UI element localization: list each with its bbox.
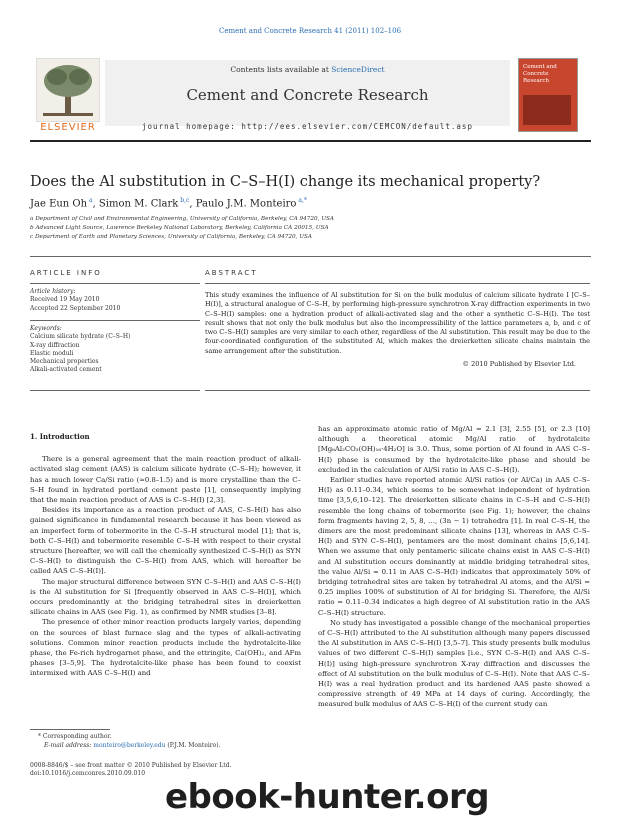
author-3-sup[interactable]: a,* (296, 197, 307, 204)
email-prefix: E-mail address: (44, 741, 94, 749)
email-link[interactable]: monteiro@berkeley.edu (93, 741, 166, 749)
header-rule (30, 140, 591, 142)
journal-homepage (105, 122, 510, 131)
cover-image (523, 95, 571, 125)
abstract-text: This study examines the influence of Al substitution for Si on the bulk modulus of calcium silicate hydrate I [C–S–H(I)], a structural analogue of C–S–H, by performing high-pressure synchrotron X-ray diffraction experiments in two C–S–H(I) samples: one a hydration product of alkali-activated slag and the other a synthetic C–S–H(I). The test result shows that not only the bulk modulus but also the incompressibility of the lattice parameters a, b, and c of two C–S–H(I) samples are very similar to each other, regardless of the Al substitution. This result may be due to the four-coordinated configuration of the substituted Al, which makes the dreierketten silicate chains maintain the same arrangement after the substitution. (205, 291, 590, 355)
body-column-1 (30, 432, 301, 679)
abstract-bottom-rule (205, 390, 590, 391)
footnote-rule (30, 729, 110, 730)
received-date: Received 19 May 2010 (30, 296, 100, 304)
front-rule (30, 256, 591, 257)
contents-line (105, 65, 510, 74)
keyword: X-ray diffraction (30, 341, 80, 349)
keywords-block (30, 325, 200, 375)
cover-title: Cement and Concrete Research (523, 64, 557, 84)
publisher-name: ELSEVIER (40, 122, 96, 133)
paragraph: There is a general agreement that the main reaction product of alkali-activated slag cement (AAS) is calcium silicate hydrate (C–S–H); however, it has a much lower Ca/Si ratio (≈0.8–1.5) and is more crystalline than the C–S–H found in hydrated portland cement paste [1], consequently implying that the main reaction product of AAS is C–S–H(I) [2,3]. (30, 455, 301, 505)
paragraph: No study has investigated a possible change of the mechanical properties of C–S–H(I) attributed to the Al substitution although many papers discussed the Al substitution in AAS C–S–H(I) [3,5–7]. This study presents bulk modulus values of two different C–S–H(I) samples [i.e., SYN C–S–H(I) and AAS C–S–H(I)] using high-pressure synchrotron X-ray diffraction and discusses the effect of Al substitution on the bulk modulus of C–S–H(I). Note that AAS C–S–H(I) was a real hydration product and its hardened AAS paste showed a compressive strength of 49 MPa at 14 days of curing. Accordingly, the measured bulk modulus of AAS C–S–H(I) of the current study can (318, 618, 590, 709)
author-2-sup[interactable]: b,c (178, 197, 190, 204)
history-rule (30, 320, 200, 321)
paragraph: has an approximate atomic ratio of Mg/Al = 2.1 [3], 2.55 [5], or 2.3 [10] although a theoretical atomic Mg/Al ratio of hydrotalcite [Mg₆Al₂CO₃(OH)₁₆·4H₂O] is 3.0. Thus, some portion of Al found in AAS C–S–H(I) phase is consumed by the hydrotalcite-like phase and should be excluded in the calculation of Al/Si ratio in AAS C–S–H(I). (318, 425, 590, 474)
article-history (30, 288, 200, 313)
journal-name: Cement and Concrete Research (186, 86, 429, 104)
elsevier-tree-logo (36, 58, 100, 122)
email-suffix: (P.J.M. Monteiro). (165, 741, 221, 749)
contents-prefix: Contents lists available at (230, 65, 332, 74)
author-1-sup[interactable]: a (87, 197, 93, 204)
keyword: Alkali-activated cement (30, 366, 102, 374)
keywords-rule (30, 390, 200, 391)
affiliation-b: b Advanced Light Source, Lawrence Berkeley National Laboratory, Berkeley, California CA 20015, USA (30, 225, 329, 231)
paragraph: The major structural difference between SYN C–S–H(I) and AAS C–S–H(I) is the Al substitution for Si [frequently observed in AAS C–S–H(I)], which occurs predominantly at the bridging tetrahedral sites in dreierketten silicate chains in AAS (see Fig. 1), as confirmed by NMR studies [3–8]. (30, 577, 301, 617)
author-2: Simon M. Clark (98, 198, 179, 210)
accepted-date: Accepted 22 September 2010 (30, 304, 121, 312)
homepage-prefix: journal homepage: (142, 122, 242, 131)
watermark-text: ebook-hunter.org (165, 777, 490, 817)
history-label: Article history: (30, 288, 76, 295)
issn-line: 0008-8846/$ – see front matter © 2010 Published by Elsevier Ltd. (30, 762, 232, 769)
keyword: Mechanical properties (30, 358, 99, 366)
author-list: Jae Eun Oh $^a$, Simon M. Clark $^{b,c}$, Paulo J.M. Monteiro $^{a,*}$ (30, 197, 307, 210)
article-info-rule (30, 283, 200, 284)
keyword: Elastic moduli (30, 349, 74, 357)
author-1: Jae Eun Oh (30, 198, 88, 210)
keywords-label: Keywords: (30, 325, 62, 332)
copyright-line: © 2010 Published by Elsevier Ltd. (462, 360, 576, 368)
footnote (30, 733, 301, 750)
affiliation-c: c Department of Earth and Planetary Sciences, University of California, Berkeley, CA 94720, USA (30, 234, 313, 240)
article-info-label: ARTICLE INFO (30, 269, 102, 277)
abstract-label: ABSTRACT (205, 269, 258, 277)
doi-line[interactable]: doi:10.1016/j.cemconres.2010.09.010 (30, 770, 146, 777)
email-line (30, 742, 301, 751)
keyword: Calcium silicate hydrate (C–S–H) (30, 333, 131, 341)
sciencedirect-link[interactable]: ScienceDirect (331, 65, 385, 74)
section-heading-introduction: 1. Introduction (30, 432, 90, 441)
paragraph: Besides its importance as a reaction product of AAS, C–S–H(I) has also gained significance in fundamental research because it has been viewed as an imperfect form of tobermorite in the C–S–H structural model [1]; that is, both C–S–H(I) and tobermorite resemble C–S–H with respect to their crystal structure [hereafter, we will call the chemically synthesized C–S–H(I) as SYN C–S–H(I) to distinguish the C–S–H(I) from AAS, which will hereafter be called AAS C–S–H(I)]. (30, 506, 301, 576)
tree-icon (37, 59, 99, 121)
journal-citation[interactable]: Cement and Concrete Research 41 (2011) 102–106 (218, 27, 402, 35)
abstract-rule (205, 283, 590, 284)
author-3: Paulo J.M. Monteiro (195, 198, 297, 210)
homepage-link[interactable]: http://ees.elsevier.com/CEMCON/default.asp (241, 122, 473, 131)
front-matter-info (30, 762, 301, 778)
paragraph: The presence of other minor reaction products largely varies, depending on the sources of blast furnace slag and the types of alkali-activating solutions. Common minor reaction products include the hydrotalcite-like phase, the Fe-rich hydrogarnet phase, and the ettringite, Ca(OH)₂, and AFm phases [3–5,9]. The hydrotalcite-like phase has been found to coexist intermixed with AAS C–S–H(I) and (30, 618, 301, 678)
paragraph: Earlier studies have reported atomic Al/Si ratios (or Al/Ca) in AAS C–S–H(I) as 0.11–0.34, which seems to be somewhat independent of hydration time [3,5,6,10–12]. The dreierketten silicate chains in C–S–H and C–S–H(I) resemble the long chains of tobermorite (see Fig. 1); however, the chains form fragments having 2, 5, 8, …, (3n − 1) tetrahedra [1]. In real C–S–H, the dimers are the most predominant silicate chains [13], whereas in AAS C–S–H(I) and SYN C–S–H(I), pentamers are the most dominant chains [5,6,14]. When we assume that only pentameric silicate chains exist in AAS C–S–H(I) and Al substitution occurs dominantly at middle bridging tetrahedral sites, the value Al/Si = 0.11 in AAS C–S–H(I) indicates that approximately 50% of bridging tetrahedral sites are taken by tetrahedral Al atoms, and the Al/Si = 0.25 implies 100% of substitution of Al for bridging Si. Therefore, the Al/Si ratio = 0.11–0.34 indicates a high degree of Al substitution ratio in the AAS C–S–H(I) structure. (318, 476, 590, 617)
article-title: Does the Al substitution in C–S–H(I) change its mechanical property? (30, 174, 541, 190)
corresponding-author-note: * Corresponding author. (38, 733, 112, 740)
body-column-2 (318, 424, 590, 710)
affiliation-a: a Department of Civil and Environmental Engineering, University of California, Berkeley, CA 94720, USA (30, 216, 335, 222)
